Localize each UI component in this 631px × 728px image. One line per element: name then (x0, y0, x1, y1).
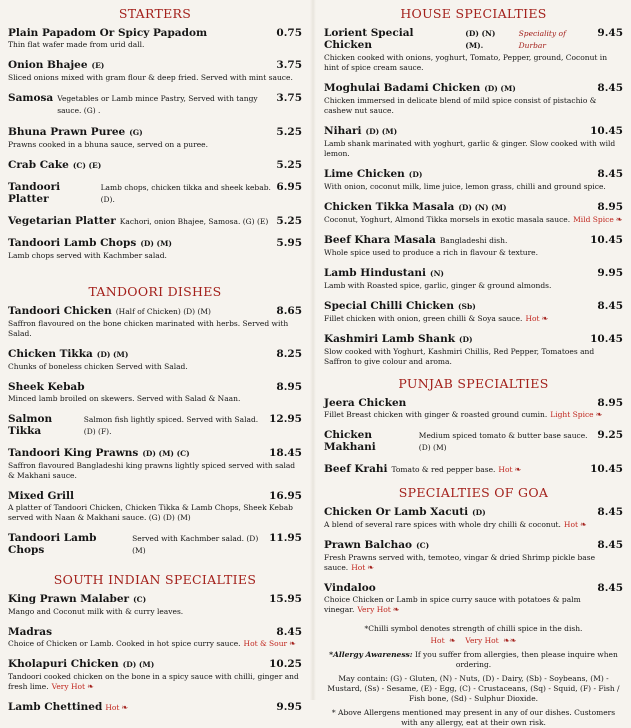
menu-item (324, 397, 623, 420)
item-name: Nihari (324, 125, 362, 137)
item-price: 5.25 (276, 159, 302, 171)
heat-label: Very Hot (51, 682, 86, 691)
item-name: Lamb Hindustani (324, 267, 427, 279)
item-description (324, 182, 623, 192)
description-text: Saffron flavoured on the bone chicken marinated with herbs. Served with Salad. (8, 319, 289, 338)
item-price: 18.45 (269, 447, 302, 459)
menu-item-header (8, 305, 302, 318)
menu-item (324, 506, 623, 530)
allergen-tags: (N) (430, 269, 444, 278)
chilli-icon: ❧ (595, 410, 603, 419)
item-description (324, 215, 623, 225)
item-name: Lorient Special Chicken (324, 27, 414, 51)
description-text: Slow cooked with Yoghurt, Kashmiri Chillis, Red Pepper, Tomatoes and Saffron to give colour and aroma. (324, 347, 595, 366)
item-inline-desc: Bangladeshi dish. (439, 236, 508, 245)
menu-item-header (8, 181, 302, 206)
allergen-tags: (D) (408, 170, 423, 179)
item-name: Chicken Tikka Masala (324, 201, 455, 213)
menu-item-header (324, 125, 623, 138)
heat-label: Hot (525, 314, 540, 323)
notes-block (324, 624, 623, 728)
item-description (8, 461, 302, 481)
chilli-icon: ❧❧ (503, 636, 517, 645)
item-name: Onion Bhajee (8, 59, 88, 71)
menu-item (324, 463, 623, 476)
item-name: Tandoori Lamb Chops (8, 237, 137, 249)
item-price: 9.25 (597, 429, 623, 441)
item-description (324, 281, 623, 291)
menu-item (324, 82, 623, 116)
menu-item (8, 532, 302, 557)
menu-item (324, 582, 623, 615)
chilli-icon: ❧ (541, 314, 549, 323)
item-price: 3.75 (276, 59, 302, 71)
menu-item (324, 125, 623, 159)
menu-item (324, 267, 623, 291)
menu-item (8, 59, 302, 83)
menu-item-header (324, 234, 623, 247)
item-inline-desc: Served with Kachmber salad. (D) (M) (132, 534, 259, 555)
menu-item-header (8, 348, 302, 361)
item-inline-desc: Tomato & red pepper base. (391, 465, 496, 474)
menu-item-header (8, 27, 302, 39)
allergen-tags: (D) (N) (M). (465, 29, 496, 50)
menu-item-header (8, 159, 302, 172)
item-name: Special Chilli Chicken (324, 300, 454, 312)
hot-legend-label: Hot (430, 636, 445, 645)
item-name: Madras (8, 626, 53, 638)
item-name: Mixed Grill (8, 490, 75, 502)
allergen-tags: (D) (458, 335, 473, 344)
heat-label: Mild Spice (573, 215, 614, 224)
chilli-icon: ❧ (514, 465, 522, 474)
item-price: 10.45 (590, 463, 623, 475)
menu-item-header (8, 126, 302, 139)
house-section (324, 6, 623, 367)
item-name: Jeera Chicken (324, 397, 407, 409)
menu-item (324, 201, 623, 225)
item-price: 8.45 (597, 300, 623, 312)
menu-item (8, 413, 302, 438)
section-title: TANDOORI DISHES (88, 284, 222, 299)
menu-item (8, 181, 302, 206)
item-name: Tandoori King Prawns (8, 447, 139, 459)
item-description (8, 362, 302, 372)
menu-item-header (324, 27, 623, 52)
menu-item-header (8, 215, 302, 228)
menu-item-header (324, 300, 623, 313)
menu-item (8, 381, 302, 404)
heat-label: Hot & Sour (243, 639, 288, 648)
description-text: Thin flat wafer made from urid dall. (8, 40, 145, 49)
item-description (324, 347, 623, 367)
menu-item-header (8, 237, 302, 250)
item-price: 10.45 (590, 125, 623, 137)
description-text: Saffron flavoured Bangladeshi king prawns lightly spiced served with salad & Makhani sauce. (8, 461, 296, 480)
item-description (324, 553, 623, 573)
item-description (8, 73, 302, 83)
item-price: 10.25 (269, 658, 302, 670)
menu-item-header (324, 397, 623, 409)
item-description (8, 40, 302, 50)
description-text: Lamb with Roasted spice, garlic, ginger & ground almonds. (324, 281, 552, 290)
item-name: Beef Krahi (324, 463, 388, 475)
heat-label: Very Hot (357, 605, 391, 614)
heat-legend (324, 636, 623, 646)
description-text: Sliced onions mixed with gram flour & deep fried. Served with mint sauce. (8, 73, 293, 82)
item-price: 10.45 (590, 234, 623, 246)
description-text: Choice of Chicken or Lamb. Cooked in hot spice curry sauce. (8, 639, 241, 648)
section-title: STARTERS (118, 6, 192, 21)
chilli-icon: ❧ (87, 682, 94, 691)
menu-item-header (8, 413, 302, 438)
item-description (324, 314, 623, 324)
menu-item-header (8, 593, 302, 606)
heat-label: Hot (563, 520, 578, 529)
item-name: Sheek Kebab (8, 381, 85, 393)
menu-item-header (324, 201, 623, 214)
item-description (324, 139, 623, 159)
item-price: 8.45 (597, 539, 623, 551)
menu-item (8, 92, 302, 117)
item-inline-desc: (Half of Chicken) (D) (M) (115, 307, 211, 316)
tandoori-section (8, 284, 302, 557)
menu-item (324, 234, 623, 258)
item-description (8, 607, 302, 617)
goa-section (324, 485, 623, 615)
description-text: Tandoori cooked chicken on the bone in a spicy sauce with chilli, ginger and fresh lime. (8, 672, 299, 691)
item-name: Bhuna Prawn Puree (8, 126, 126, 138)
may-contain: May contain: (G) - Gluten, (N) - Nuts, (D) - Dairy, (Sb) - Soybeans, (M) - Mustard, (Ss) - Sesame, (E) - Egg, (C) - Crustaceans, (Sq) - Squid, (F) - Fish / Fish bone, (Sd) - Sulphur Dioxide. (327, 674, 620, 703)
item-name: Samosa (8, 92, 54, 104)
south-indian-section (8, 572, 302, 714)
section-title: PUNJAB SPECIALTIES (398, 376, 549, 391)
menu-item (8, 658, 302, 692)
item-price: 9.45 (597, 27, 623, 39)
item-price: 9.95 (597, 267, 623, 279)
item-name: Tandoori Chicken (8, 305, 112, 317)
item-price: 5.25 (276, 126, 302, 138)
item-description (324, 53, 623, 73)
menu-item-header (8, 92, 302, 117)
item-description (324, 410, 623, 420)
item-price: 8.45 (597, 168, 623, 180)
menu-item (324, 168, 623, 192)
menu-item (8, 126, 302, 150)
item-description (8, 503, 302, 523)
allergen-footer: * Above Allergens mentioned may present in any of our dishes. Customers with any allergy, eat at their own risk. (331, 708, 616, 727)
item-name: Lime Chicken (324, 168, 405, 180)
item-price: 16.95 (269, 490, 302, 502)
chilli-icon: ❧ (448, 636, 456, 645)
item-price: 5.25 (276, 215, 302, 227)
item-inline-desc: Lamb chops, chicken tikka and sheek kebab. (D). (100, 183, 271, 204)
item-name: Kholapuri Chicken (8, 658, 119, 670)
item-name: Chicken Or Lamb Xacuti (324, 506, 469, 518)
description-text: Lamb chops served with Kachmber salad. (8, 251, 167, 260)
description-text: Fillet chicken with onion, green chilli & Soya sauce. (324, 314, 523, 323)
menu-item (8, 215, 302, 228)
description-text: Chicken cooked with onions, yoghurt, Tomato, Pepper, ground, Coconut in hint of spice cream sauce. (324, 53, 608, 72)
item-description (324, 248, 623, 258)
menu-item (8, 159, 302, 172)
item-inline-desc: Salmon fish lightly spiced. Served with Salad. (D) (F). (83, 415, 259, 436)
allergen-tags: (C) (133, 595, 147, 604)
item-name: Plain Papadom Or Spicy Papadom (8, 27, 208, 39)
description-text: Fillet Breast chicken with ginger & roasted ground cumin. (324, 410, 548, 419)
item-price: 8.45 (597, 82, 623, 94)
starters-section (8, 6, 302, 261)
section-title: SPECIALTIES OF GOA (398, 485, 549, 500)
chilli-icon: ❧ (367, 563, 374, 572)
menu-item (8, 348, 302, 372)
description-text: Chicken immersed in delicate blend of mild spice consist of pistachio & cashew nut sauce. (324, 96, 597, 115)
allergy-line (324, 650, 623, 670)
very-hot-legend-label: Very Hot (465, 636, 499, 645)
menu-item (8, 490, 302, 523)
menu-item (8, 593, 302, 617)
item-price: 15.95 (269, 593, 302, 605)
menu-item-header (8, 626, 302, 638)
description-text: A blend of several rare spices with whole dry chilli & coconut. (324, 520, 561, 529)
description-text: Lamb shank marinated with yoghurt, garlic & ginger. Slow cooked with wild lemon. (324, 139, 616, 158)
menu-item (8, 701, 302, 714)
item-price: 8.95 (597, 201, 623, 213)
allergen-tags: (D) (M) (484, 84, 516, 93)
allergen-tags: (D) (M) (122, 660, 155, 669)
item-price: 5.95 (276, 237, 302, 249)
item-name: Tandoori Lamb Chops (8, 532, 97, 556)
allergen-tags: (D) (M) (96, 350, 129, 359)
allergen-tags: (Sb) (458, 302, 476, 311)
menu-item (324, 333, 623, 367)
item-price: 10.45 (590, 333, 623, 345)
speciality-label: Speciality of Durbar (518, 29, 566, 50)
right-column (316, 0, 631, 727)
punjab-section (324, 376, 623, 476)
menu-item-header (8, 381, 302, 393)
item-price: 6.95 (276, 181, 302, 193)
chilli-note: *Chilli symbol denotes strength of chilli spice in the dish. (364, 624, 583, 633)
item-price: 11.95 (269, 532, 302, 544)
description-text: Fresh Prawns served with, temoteo, vingar & dried Shrimp pickle base sauce. (324, 553, 596, 572)
menu-item-header (8, 532, 302, 557)
menu-item-header (8, 59, 302, 72)
menu-item-header (8, 447, 302, 460)
allergen-tags: (D) (N) (M) (458, 203, 507, 212)
menu-item-header (324, 539, 623, 552)
allergen-tags: (D) (472, 508, 486, 517)
item-name: Lamb Chettined (8, 701, 103, 713)
allergen-tags: (D) (M) (365, 127, 398, 136)
chilli-icon: ❧ (121, 703, 129, 712)
allergen-tags: (C) (416, 541, 430, 550)
menu-item (324, 539, 623, 573)
chilli-icon: ❧ (392, 605, 400, 614)
menu-item-header (324, 506, 623, 519)
description-text: Prawns cooked in a bhuna sauce, served on a puree. (8, 140, 208, 149)
item-price: 8.45 (276, 626, 302, 638)
menu-item (324, 300, 623, 324)
allergen-tags: (G) (129, 128, 143, 137)
description-text: Chunks of boneless chicken Served with Salad. (8, 362, 188, 371)
item-inline-desc: Medium spiced tomato & butter base sauce. (D) (M) (418, 431, 588, 452)
allergen-tags: (C) (E) (72, 161, 102, 170)
item-name: Vindaloo (324, 582, 376, 594)
menu-item-header (8, 658, 302, 671)
item-description (8, 319, 302, 339)
menu-item (8, 27, 302, 50)
item-name: King Prawn Malaber (8, 593, 130, 605)
item-price: 0.75 (276, 27, 302, 39)
item-name: Crab Cake (8, 159, 69, 171)
menu-item (8, 305, 302, 339)
item-name: Chicken Makhani (324, 429, 376, 453)
item-price: 8.45 (597, 506, 623, 518)
chilli-icon: ❧ (615, 215, 623, 224)
heat-label: Hot (351, 563, 366, 572)
item-price: 8.95 (597, 397, 623, 409)
item-price: 12.95 (269, 413, 302, 425)
item-price: 8.45 (597, 582, 623, 594)
item-description (324, 595, 623, 615)
heat-label: Hot (105, 703, 120, 712)
item-description (8, 639, 302, 649)
item-description (8, 140, 302, 150)
description-text: Mango and Coconut milk with & curry leaves. (8, 607, 184, 616)
menu-item-header (324, 429, 623, 454)
section-title: HOUSE SPECIALTIES (400, 6, 547, 21)
item-name: Kashmiri Lamb Shank (324, 333, 455, 345)
item-name: Salmon Tikka (8, 413, 53, 437)
menu-item (8, 626, 302, 649)
description-text: A platter of Tandoori Chicken, Chicken Tikka & Lamb Chops, Sheek Kebab served with Naan & Makhani sauce. (G) (D) (M) (8, 503, 293, 522)
item-name: Vegetarian Platter (8, 215, 116, 227)
heat-label: Hot (498, 465, 513, 474)
item-description (324, 520, 623, 530)
item-price: 8.25 (276, 348, 302, 360)
description-text: Choice Chicken or Lamb in spice curry sauce with potatoes & palm vinegar. (324, 595, 581, 614)
menu-item-header (8, 490, 302, 502)
heat-label: Light Spice (550, 410, 594, 419)
description-text: Minced lamb broiled on skewers. Served with Salad & Naan. (8, 394, 241, 403)
menu-item-header (324, 463, 623, 476)
item-price: 8.95 (276, 381, 302, 393)
item-name: Prawn Balchao (324, 539, 413, 551)
description-text: Coconut, Yoghurt, Almond Tikka morsels in exotic masala sauce. (324, 215, 571, 224)
item-price: 3.75 (276, 92, 302, 104)
item-description (8, 394, 302, 404)
menu-item (8, 237, 302, 261)
section-title: SOUTH INDIAN SPECIALTIES (53, 572, 257, 587)
item-name: Chicken Tikka (8, 348, 93, 360)
item-description (8, 251, 302, 261)
item-name: Moghulai Badami Chicken (324, 82, 481, 94)
allergen-tags: (E) (91, 61, 105, 70)
allergy-text: If you suffer from allergies, then please inquire when ordering. (414, 650, 618, 669)
item-price: 9.95 (276, 701, 302, 713)
menu-item-header (324, 82, 623, 95)
item-inline-desc: Vegetables or Lamb mince Pastry, Served with tangy sauce. (G) . (57, 94, 258, 115)
menu-item-header (324, 582, 623, 594)
menu-item (8, 447, 302, 481)
allergen-tags: (D) (M) (C) (142, 449, 190, 458)
item-name: Beef Khara Masala (324, 234, 436, 246)
allergen-tags: (D) (M) (140, 239, 172, 248)
menu-item-header (324, 333, 623, 346)
item-description (8, 672, 302, 692)
left-column (0, 0, 310, 713)
menu-item (324, 27, 623, 73)
description-text: Whole spice used to produce a rich in flavour & texture. (324, 248, 539, 257)
item-price: 8.65 (276, 305, 302, 317)
item-description (324, 96, 623, 116)
menu-item-header (324, 168, 623, 181)
menu-item-header (8, 701, 302, 714)
allergy-title: *Allergy Awareness: (329, 650, 413, 659)
menu-item (324, 429, 623, 454)
chilli-icon: ❧ (289, 639, 296, 648)
chilli-icon: ❧ (580, 520, 587, 529)
description-text: With onion, coconut milk, lime juice, lemon grass, chilli and ground spice. (324, 182, 606, 191)
item-inline-desc: Kachori, onion Bhajee, Samosa. (G) (E) (119, 217, 269, 226)
item-name: Tandoori Platter (8, 181, 61, 205)
menu-item-header (324, 267, 623, 280)
